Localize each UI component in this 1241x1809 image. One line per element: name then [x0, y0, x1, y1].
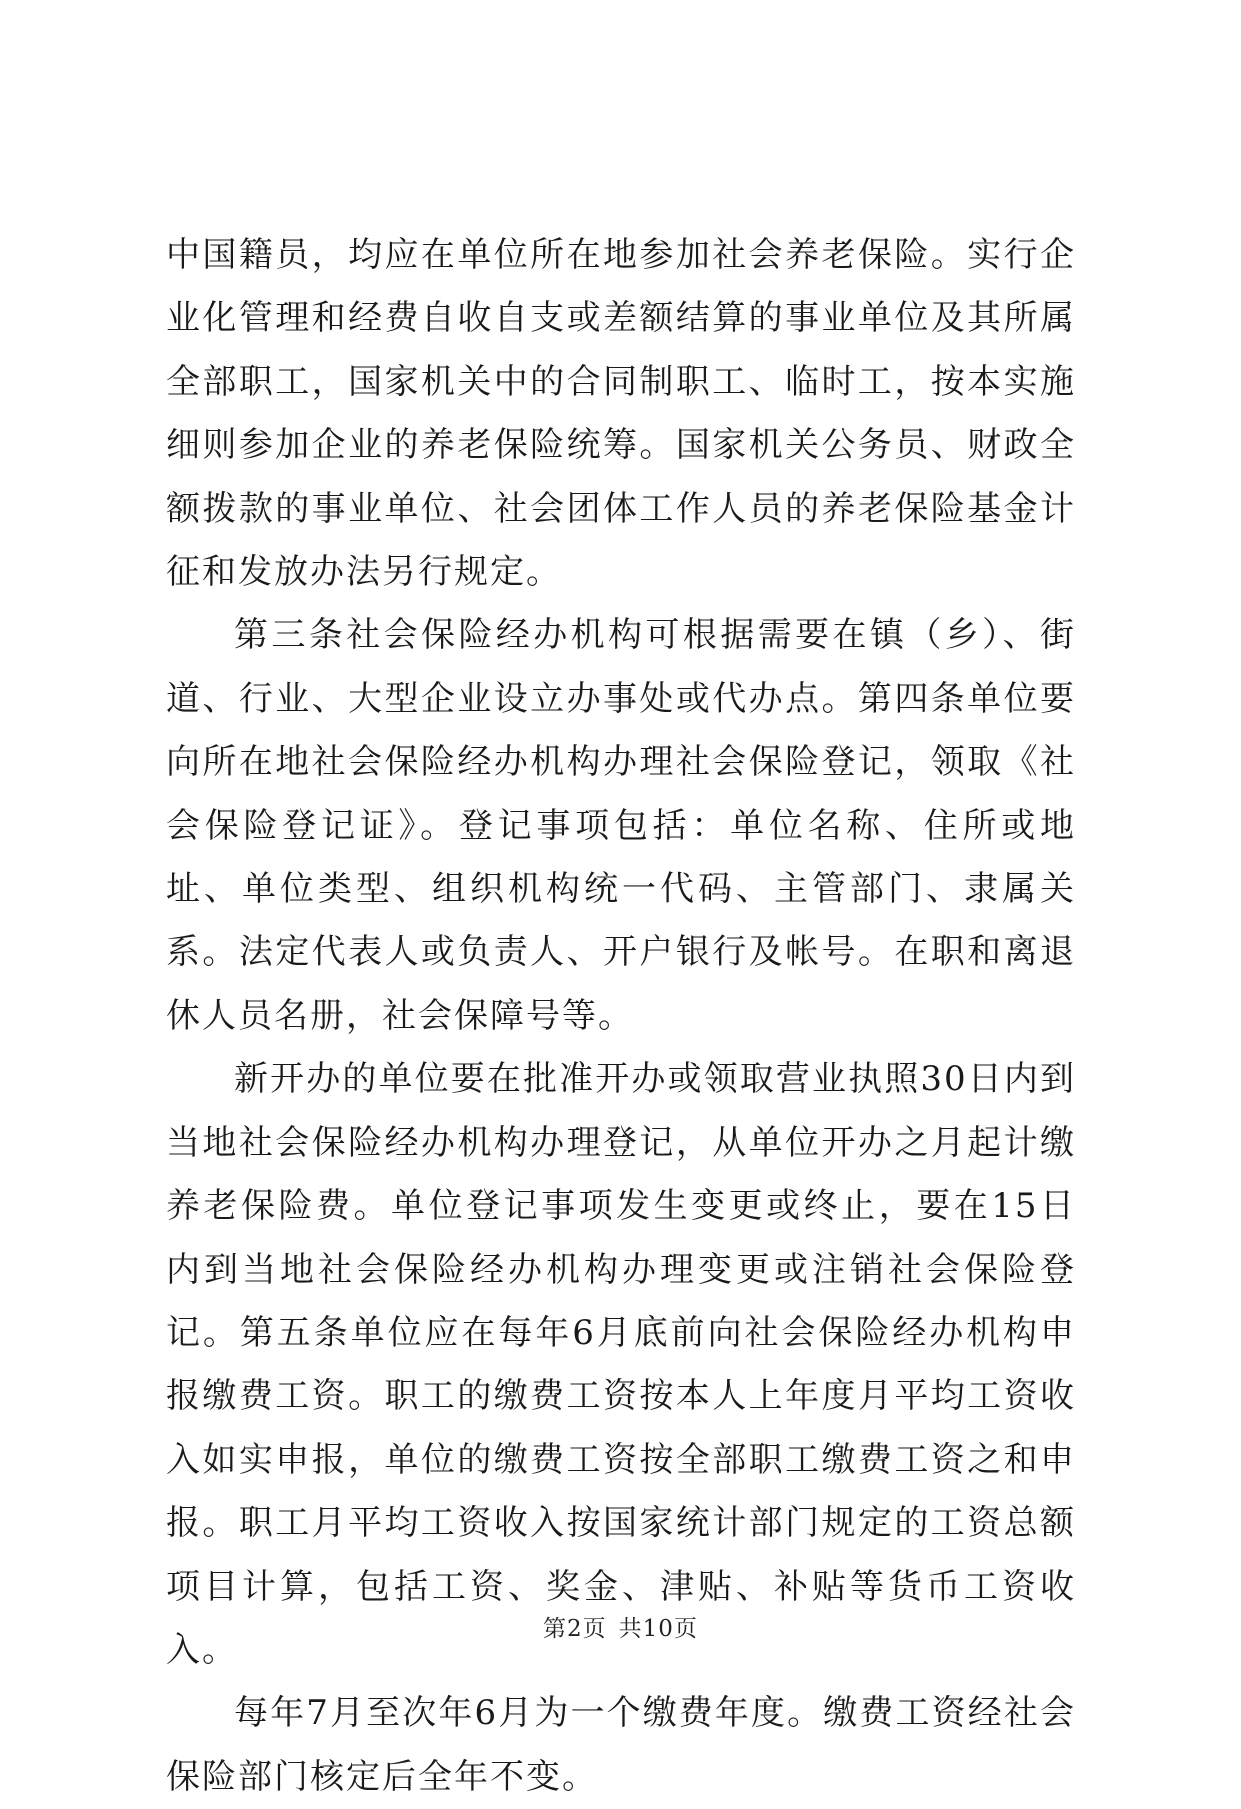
- page-footer: [0, 1610, 1241, 1643]
- document-body: [166, 224, 1076, 1809]
- paragraph-4: 每年7月至次年6月为一个缴费年度。缴费工资经社会保险部门核定后全年不变。: [166, 1693, 1076, 1797]
- page-total: 共10页: [618, 1616, 698, 1642]
- paragraph-3: 新开办的单位要在批准开办或领取营业执照30日内到当地社会保险经办机构办理登记，从单位开办之月起计缴养老保险费。单位登记事项发生变更或终止，要在15日内到当地社会保险经办机构办理变更或注销社会保险登记。第五条单位应在每年6月底前向社会保险经办机构申报缴费工资。职工的缴费工资按本人上年度月平均工资收入如实申报，单位的缴费工资按全部职工缴费工资之和申报。职工月平均工资收入按国家统计部门规定的工资总额项目计算，包括工资、奖金、津贴、补贴等货币工资收入。: [166, 1059, 1076, 1670]
- paragraph-2: 第三条社会保险经办机构可根据需要在镇（乡）、街道、行业、大型企业设立办事处或代办点。第四条单位要向所在地社会保险经办机构办理社会保险登记，领取《社会保险登记证》。登记事项包括：单位名称、住所或地址、单位类型、组织机构统一代码、主管部门、隶属关系。法定代表人或负责人、开户银行及帐号。在职和离退休人员名册，社会保障号等。: [166, 615, 1076, 1036]
- paragraph-1: 中国籍员，均应在单位所在地参加社会养老保险。实行企业化管理和经费自收自支或差额结算的事业单位及其所属全部职工，国家机关中的合同制职工、临时工，按本实施细则参加企业的养老保险统筹。国家机关公务员、财政全额拨款的事业单位、社会团体工作人员的养老保险基金计征和发放办法另行规定。: [166, 235, 1076, 593]
- page-number: 第2页: [543, 1616, 607, 1642]
